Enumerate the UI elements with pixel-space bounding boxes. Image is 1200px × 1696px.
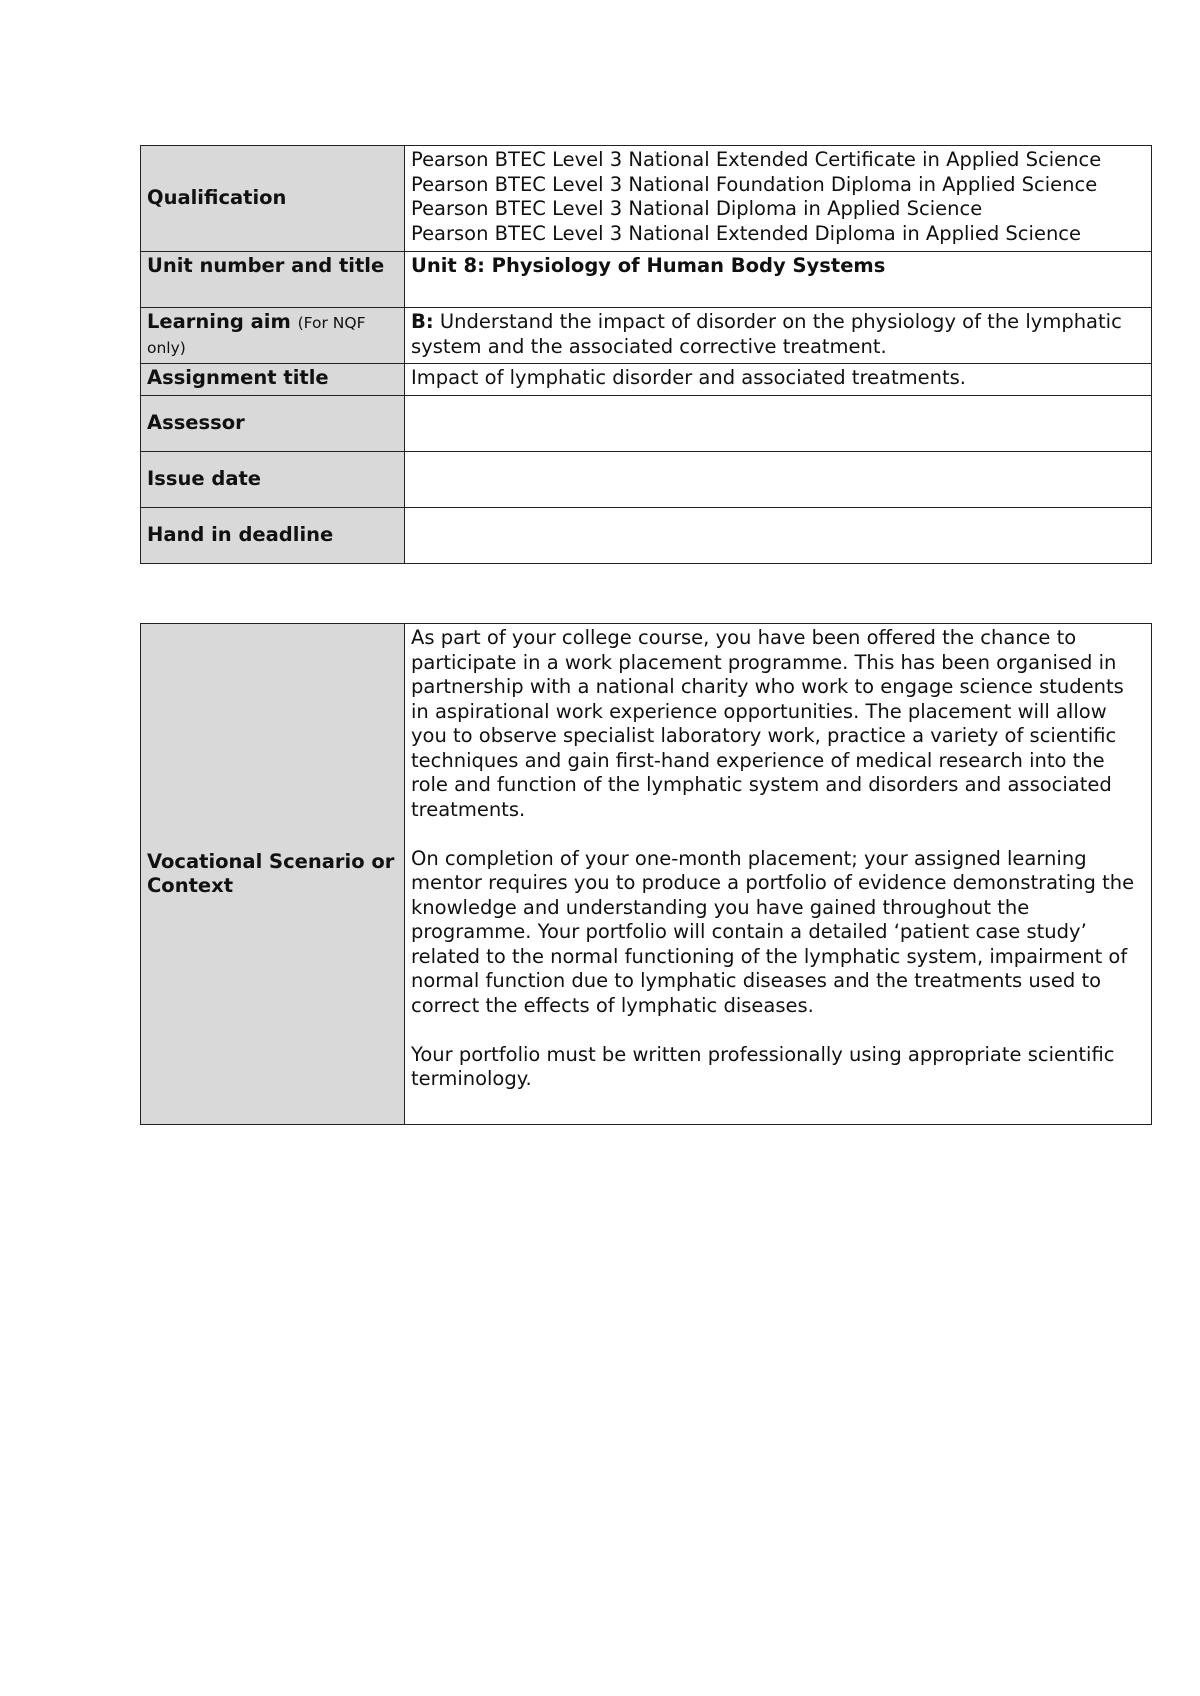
learning-aim-value: Understand the impact of disorder on the physiology of the lymphatic system and the associated corrective treatment. — [411, 310, 1122, 358]
issue-date-label: Issue date — [141, 452, 405, 508]
qualification-line: Pearson BTEC Level 3 National Extended Certificate in Applied Science — [411, 148, 1102, 171]
qualification-row — [141, 146, 1152, 252]
scenario-value — [405, 624, 1152, 1125]
learning-aim-label: Learning aim — [147, 310, 291, 333]
qualification-label: Qualification — [141, 146, 405, 252]
scenario-row — [141, 624, 1152, 1125]
qualification-value — [405, 146, 1152, 252]
unit-value: Unit 8: Physiology of Human Body Systems — [405, 252, 1152, 308]
assignment-title-row — [141, 364, 1152, 396]
assessor-row — [141, 396, 1152, 452]
issue-date-row — [141, 452, 1152, 508]
hand-in-deadline-value — [405, 508, 1152, 564]
qualification-line: Pearson BTEC Level 3 National Diploma in Applied Science — [411, 197, 983, 220]
assignment-brief-table — [140, 145, 1152, 564]
assignment-title-label: Assignment title — [141, 364, 405, 396]
learning-aim-prefix: B: — [411, 310, 434, 333]
learning-aim-value-cell — [405, 308, 1152, 364]
vocational-scenario-table — [140, 623, 1152, 1125]
learning-aim-note: (For NQF only) — [147, 314, 366, 357]
assessor-value — [405, 396, 1152, 452]
scenario-paragraph: As part of your college course, you have been offered the chance to participate in a work placement programme. This has been organised in partnership with a national charity who work to engage science students in aspirational work experience opportunities. The placement will allow you to observe specialist laboratory work, practice a variety of scientific techniques and gain first-hand experience of medical research into the role and function of the lymphatic system and disorders and associated treatments. — [411, 626, 1124, 821]
hand-in-deadline-row — [141, 508, 1152, 564]
learning-aim-label-cell — [141, 308, 405, 364]
scenario-label: Vocational Scenario or Context — [141, 624, 405, 1125]
issue-date-value — [405, 452, 1152, 508]
unit-label: Unit number and title — [141, 252, 405, 308]
unit-row — [141, 252, 1152, 308]
assignment-title-value: Impact of lymphatic disorder and associated treatments. — [405, 364, 1152, 396]
scenario-paragraph: On completion of your one-month placement; your assigned learning mentor requires you to produce a portfolio of evidence demonstrating the knowledge and understanding you have gained throughout the programme. Your portfolio will contain a detailed ‘patient case study’ related to the normal functioning of the lymphatic system, impairment of normal function due to lymphatic diseases and the treatments used to correct the effects of lymphatic diseases. — [411, 846, 1135, 1017]
qualification-line: Pearson BTEC Level 3 National Extended Diploma in Applied Science — [411, 221, 1082, 245]
hand-in-deadline-label: Hand in deadline — [141, 508, 405, 564]
assessor-label: Assessor — [141, 396, 405, 452]
scenario-paragraph: Your portfolio must be written professionally using appropriate scientific terminology. — [411, 1042, 1115, 1090]
learning-aim-row — [141, 308, 1152, 364]
qualification-line: Pearson BTEC Level 3 National Foundation Diploma in Applied Science — [411, 172, 1098, 196]
